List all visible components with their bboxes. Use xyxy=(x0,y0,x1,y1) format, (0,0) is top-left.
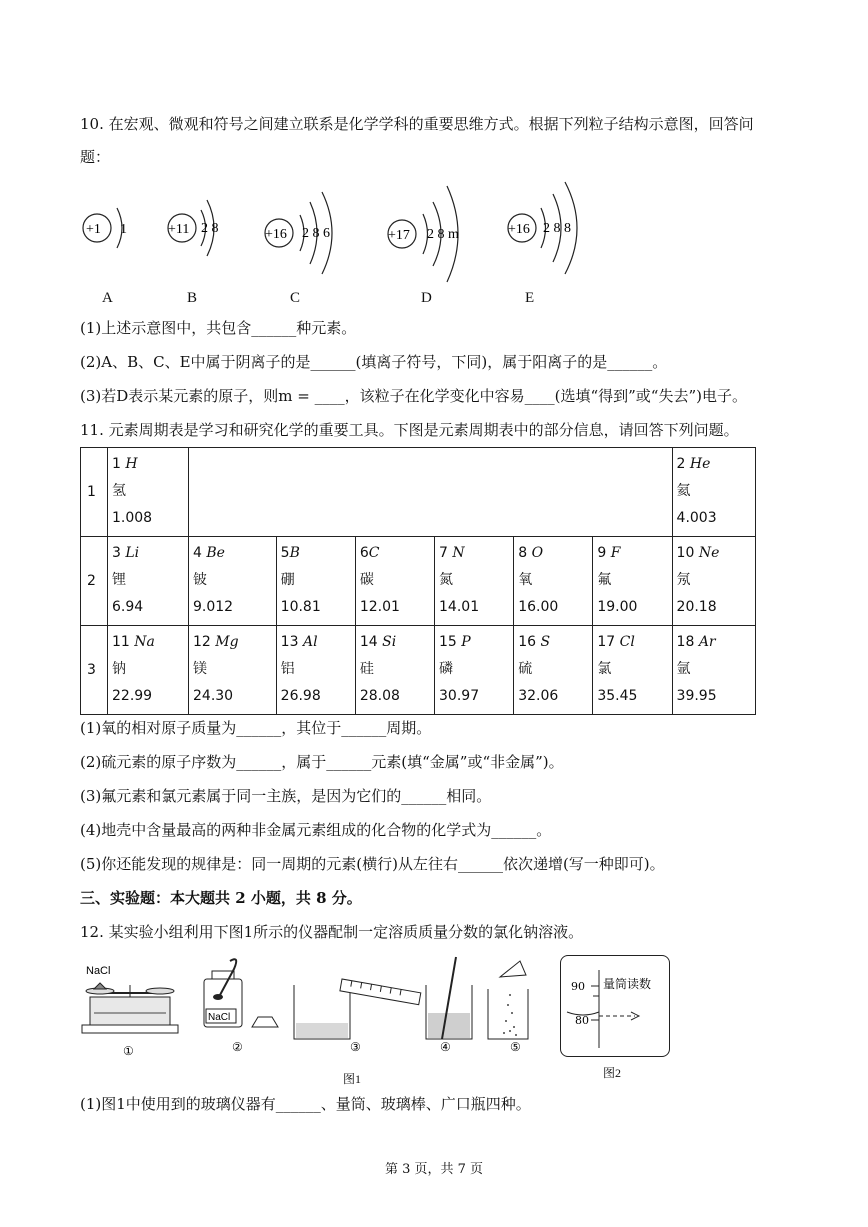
nucleus-d: +17 xyxy=(388,228,410,243)
element-cell: 4 Be 铍 9.012 xyxy=(189,537,277,626)
beaker-cylinder-icon xyxy=(294,979,421,1039)
element-cell: 18 Ar 氩 39.95 xyxy=(672,626,755,715)
q10-intro-line2: 题： xyxy=(80,148,111,166)
element-cell: 8 O 氧 16.00 xyxy=(514,537,593,626)
step-2: ② xyxy=(232,1040,243,1054)
q10-intro-line1: 10. 在宏观、微观和符号之间建立联系是化学学科的重要思维方式。根据下列粒子结构示意图，回答问 xyxy=(80,115,754,133)
atom-diagram-e xyxy=(505,178,655,306)
atom-label-c: C xyxy=(290,290,301,306)
beaker-funnel-icon xyxy=(488,961,528,1039)
q10-sub2: (2)A、B、C、E中属于阴离子的是______(填离子符号，下同)，属于阳离子的是______。 xyxy=(80,353,668,371)
element-cell: 15 P 磷 30.97 xyxy=(435,626,514,715)
element-cell: 14 Si 硅 28.08 xyxy=(355,626,434,715)
period-number: 3 xyxy=(81,626,108,715)
beaker-rod-icon xyxy=(426,957,472,1039)
q11-sub2: (2)硫元素的原子序数为______，属于______元素(填“金属”或“非金属”)。 xyxy=(80,753,564,771)
nucleus-a: +1 xyxy=(86,222,101,237)
atom-label-b: B xyxy=(187,290,198,306)
period-number: 2 xyxy=(81,537,108,626)
table-row xyxy=(81,448,756,537)
element-cell: 17 Cl 氯 35.45 xyxy=(593,626,672,715)
element-cell: 6C 碳 12.01 xyxy=(355,537,434,626)
table-row xyxy=(81,626,756,715)
figure-2-cylinder-reading xyxy=(560,955,670,1057)
element-cell-h: 1 H 氢 1.008 xyxy=(108,448,189,537)
shells-a: 1 xyxy=(120,222,127,237)
tick-90: 90 xyxy=(571,980,585,993)
element-cell-he: 2 He 氦 4.003 xyxy=(672,448,755,537)
element-cell: 16 S 硫 32.06 xyxy=(514,626,593,715)
q11-intro: 11. 元素周期表是学习和研究化学的重要工具。下图是元素周期表中的部分信息，请回答下列问题。 xyxy=(80,421,739,439)
atom-label-a: A xyxy=(102,290,113,306)
nucleus-c: +16 xyxy=(265,227,287,242)
element-cell: 7 N 氮 14.01 xyxy=(435,537,514,626)
q11-sub5: (5)你还能发现的规律是：同一周期的元素(横行)从左往右______依次递增(写一种即可)。 xyxy=(80,855,665,873)
shells-b: 2 8 xyxy=(201,221,219,236)
reading-title: 量筒读数 xyxy=(603,977,652,991)
element-cell: 12 Mg 镁 24.30 xyxy=(189,626,277,715)
nucleus-e: +16 xyxy=(508,222,530,237)
q11-sub3: (3)氟元素和氯元素属于同一主族，是因为它们的______相同。 xyxy=(80,787,492,805)
element-cell: 9 F 氟 19.00 xyxy=(593,537,672,626)
atom-label-e: E xyxy=(525,290,535,306)
element-cell: 13 Al 铝 26.98 xyxy=(276,626,355,715)
shells-c: 2 8 6 xyxy=(302,226,330,241)
figure-1-caption: 图1 xyxy=(343,1072,362,1086)
element-cell: 10 Ne 氖 20.18 xyxy=(672,537,755,626)
section-heading: 三、实验题：本大题共 2 小题，共 8 分。 xyxy=(80,889,362,907)
q10-sub1: (1)上述示意图中，共包含______种元素。 xyxy=(80,319,357,337)
element-cell: 3 Li 锂 6.94 xyxy=(108,537,189,626)
nucleus-b: +11 xyxy=(168,222,190,237)
atom-label-d: D xyxy=(421,290,432,306)
step-3: ③ xyxy=(350,1040,361,1054)
q11-sub4: (4)地壳中含量最高的两种非金属元素组成的化合物的化学式为______。 xyxy=(80,821,552,839)
reagent-jar-icon xyxy=(204,959,278,1027)
shells-d: 2 8 m xyxy=(427,227,459,242)
table-empty-span xyxy=(189,448,673,537)
page-footer: 第 3 页，共 7 页 xyxy=(384,1162,484,1177)
step-4: ④ xyxy=(440,1040,451,1054)
element-cell: 11 Na 钠 22.99 xyxy=(108,626,189,715)
jar-label: NaCl xyxy=(208,1012,231,1023)
figure-2-caption: 图2 xyxy=(603,1066,622,1080)
element-cell: 5B 硼 10.81 xyxy=(276,537,355,626)
step-1: ① xyxy=(123,1044,134,1058)
step-5: ⑤ xyxy=(510,1040,521,1054)
nacl-label: NaCl xyxy=(86,965,111,977)
period-number: 1 xyxy=(81,448,108,537)
periodic-table xyxy=(80,447,756,715)
q12-sub1: (1)图1中使用到的玻璃仪器有______、量筒、玻璃棒、广口瓶四种。 xyxy=(80,1095,531,1113)
table-row xyxy=(81,537,756,626)
balance-icon xyxy=(82,965,178,1033)
q12-intro: 12. 某实验小组利用下图1所示的仪器配制一定溶质质量分数的氯化钠溶液。 xyxy=(80,923,584,941)
q11-sub1: (1)氧的相对原子质量为______，其位于______周期。 xyxy=(80,719,432,737)
tick-80: 80 xyxy=(575,1014,589,1027)
shells-e: 2 8 8 xyxy=(543,221,571,236)
q10-sub3: (3)若D表示某元素的原子，则m = ____，该粒子在化学变化中容易____(选填“得到”或“失去”)电子。 xyxy=(80,387,747,405)
figure-1-apparatus xyxy=(80,955,550,1065)
